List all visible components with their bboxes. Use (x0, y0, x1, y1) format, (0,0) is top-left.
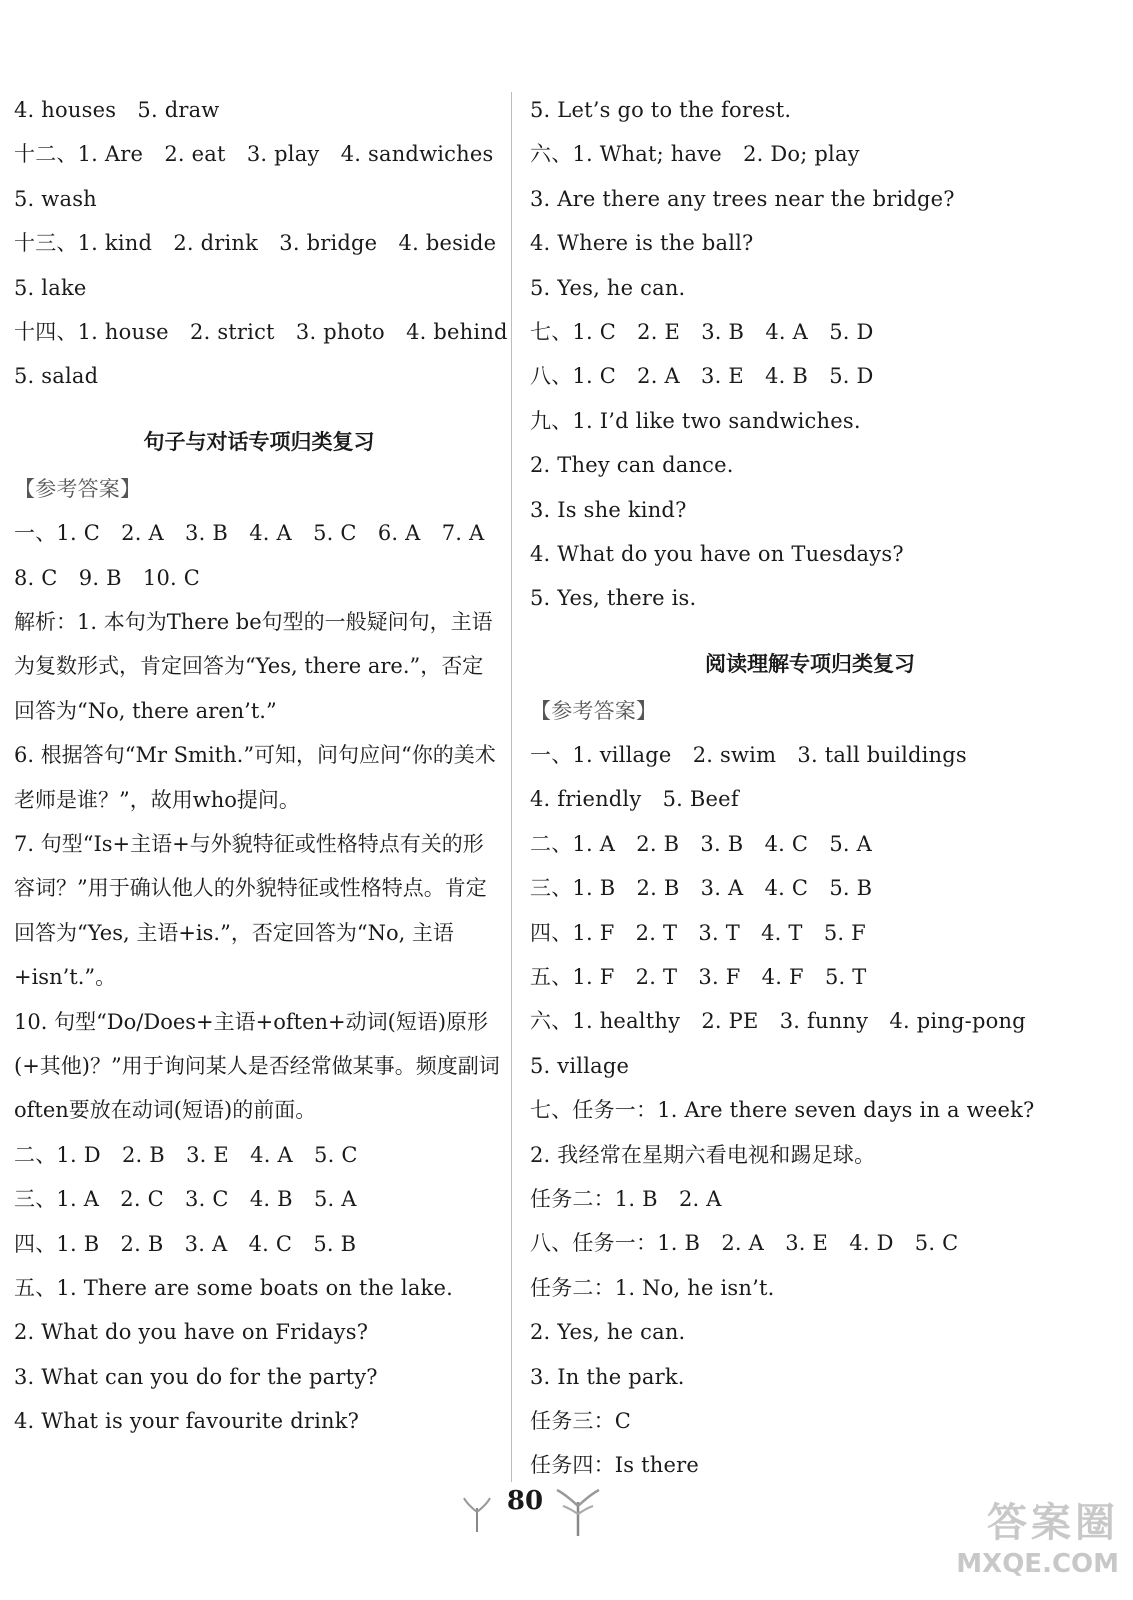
answer-line: 5. lake (14, 275, 87, 300)
reference-answer-label: 【参考答案】 (14, 476, 142, 501)
answer-line: 一、1. C 2. A 3. B 4. A 5. C 6. A 7. A (14, 521, 485, 546)
right-bottom-answers (530, 733, 1090, 1488)
answer-line: 七、1. C 2. E 3. B 4. A 5. D (530, 319, 874, 344)
answer-line: 八、任务一：1. B 2. A 3. E 4. D 5. C (530, 1231, 959, 1256)
answer-line: 二、1. A 2. B 3. B 4. C 5. A (530, 831, 873, 856)
answer-line: 2. Yes, he can. (530, 1320, 686, 1345)
reference-answer-label: 【参考答案】 (530, 698, 658, 723)
answer-line: 4. houses 5. draw (14, 98, 220, 122)
answer-line: 3. What can you do for the party? (14, 1364, 378, 1389)
watermark-title: 答案圈 (987, 1500, 1119, 1546)
left-bottom-answers (14, 1133, 504, 1444)
column-divider (511, 92, 512, 1482)
right-top-answers (530, 88, 1090, 621)
answer-line: 3. Is she kind? (530, 497, 687, 522)
analysis-paragraph-1: 解析：1. 本句为There be句型的一般疑问句，主语为复数形式，肯定回答为“Yes, there are.”，否定回答为“No, there aren’t.” (14, 609, 493, 723)
answer-line: 4. Where is the ball? (530, 231, 754, 256)
analysis-paragraph-7: 7. 句型“Is+主语+与外貌特征或性格特点有关的形容词？”用于确认他人的外貌特征或性格特点。肯定回答为“Yes, 主语+is.”，否定回答为“No, 主语+isn’t.”。 (14, 831, 487, 990)
right-column (530, 88, 1090, 1488)
answer-line: 4. What is your favourite drink? (14, 1409, 360, 1434)
answer-line: 3. Are there any trees near the bridge? (530, 186, 955, 211)
answer-line: 5. village (530, 1053, 630, 1078)
answer-line: 五、1. F 2. T 3. F 4. F 5. T (530, 965, 867, 990)
answer-line: 5. Yes, he can. (530, 275, 686, 300)
answer-line: 二、1. D 2. B 3. E 4. A 5. C (14, 1142, 358, 1167)
answer-line: 八、1. C 2. A 3. E 4. B 5. D (530, 364, 874, 389)
answer-line: 四、1. F 2. T 3. T 4. T 5. F (530, 920, 866, 945)
page-number: 80 (506, 1486, 544, 1516)
answer-line: 4. friendly 5. Beef (530, 787, 739, 812)
analysis-paragraph-10: 10. 句型“Do/Does+主语+often+动词(短语)原形(+其他)？”用于询问某人是否经常做某事。频度副词often要放在动词(短语)的前面。 (14, 1009, 500, 1123)
answer-line: 5. Yes, there is. (530, 586, 697, 611)
watermark-domain: MXQE.COM (956, 1549, 1119, 1579)
answer-line: 四、1. B 2. B 3. A 4. C 5. B (14, 1231, 357, 1256)
answer-line: 3. In the park. (530, 1364, 685, 1389)
answer-line: 十三、1. kind 2. drink 3. bridge 4. beside (14, 231, 497, 256)
answer-line: 5. Let’s go to the forest. (530, 98, 792, 122)
section-title-sentences: 句子与对话专项归类复习 (143, 429, 375, 454)
answer-line: 十四、1. house 2. strict 3. photo 4. behind (14, 319, 508, 344)
left-column (14, 88, 508, 1444)
answer-line: 5. wash (14, 186, 97, 211)
answer-line: 5. salad (14, 364, 99, 389)
sprout-left-icon (462, 1494, 492, 1534)
answer-line: 十二、1. Are 2. eat 3. play 4. sandwiches (14, 142, 494, 167)
sprout-right-icon (553, 1480, 603, 1538)
answer-line: 九、1. I’d like two sandwiches. (530, 408, 861, 433)
answer-line: 8. C 9. B 10. C (14, 565, 201, 590)
answer-line: 2. What do you have on Fridays? (14, 1320, 369, 1345)
answer-line: 一、1. village 2. swim 3. tall buildings (530, 743, 967, 768)
answer-line: 任务二：1. B 2. A (530, 1186, 722, 1211)
answer-line: 2. They can dance. (530, 453, 734, 478)
answer-line: 七、任务一：1. Are there seven days in a week? (530, 1098, 1035, 1123)
answer-line: 4. What do you have on Tuesdays? (530, 541, 904, 566)
answer-line: 三、1. A 2. C 3. C 4. B 5. A (14, 1187, 357, 1212)
answer-line: 任务二：1. No, he isn’t. (530, 1275, 775, 1300)
watermark-logo (895, 1499, 1125, 1594)
answer-line: 任务四：Is there (530, 1453, 700, 1478)
answer-line: 2. 我经常在星期六看电视和踢足球。 (530, 1142, 876, 1167)
section-title-reading: 阅读理解专项归类复习 (705, 651, 915, 676)
analysis-paragraph-6: 6. 根据答句“Mr Smith.”可知，问句应问“你的美术老师是谁？”，故用who提问。 (14, 743, 496, 812)
answer-line: 六、1. What; have 2. Do; play (530, 142, 860, 167)
answer-line: 任务三：C (530, 1408, 632, 1433)
answer-line: 五、1. There are some boats on the lake. (14, 1275, 453, 1300)
answer-line: 六、1. healthy 2. PE 3. funny 4. ping-pong (530, 1009, 1026, 1034)
answer-line: 三、1. B 2. B 3. A 4. C 5. B (530, 876, 873, 901)
left-top-answers (14, 88, 508, 399)
